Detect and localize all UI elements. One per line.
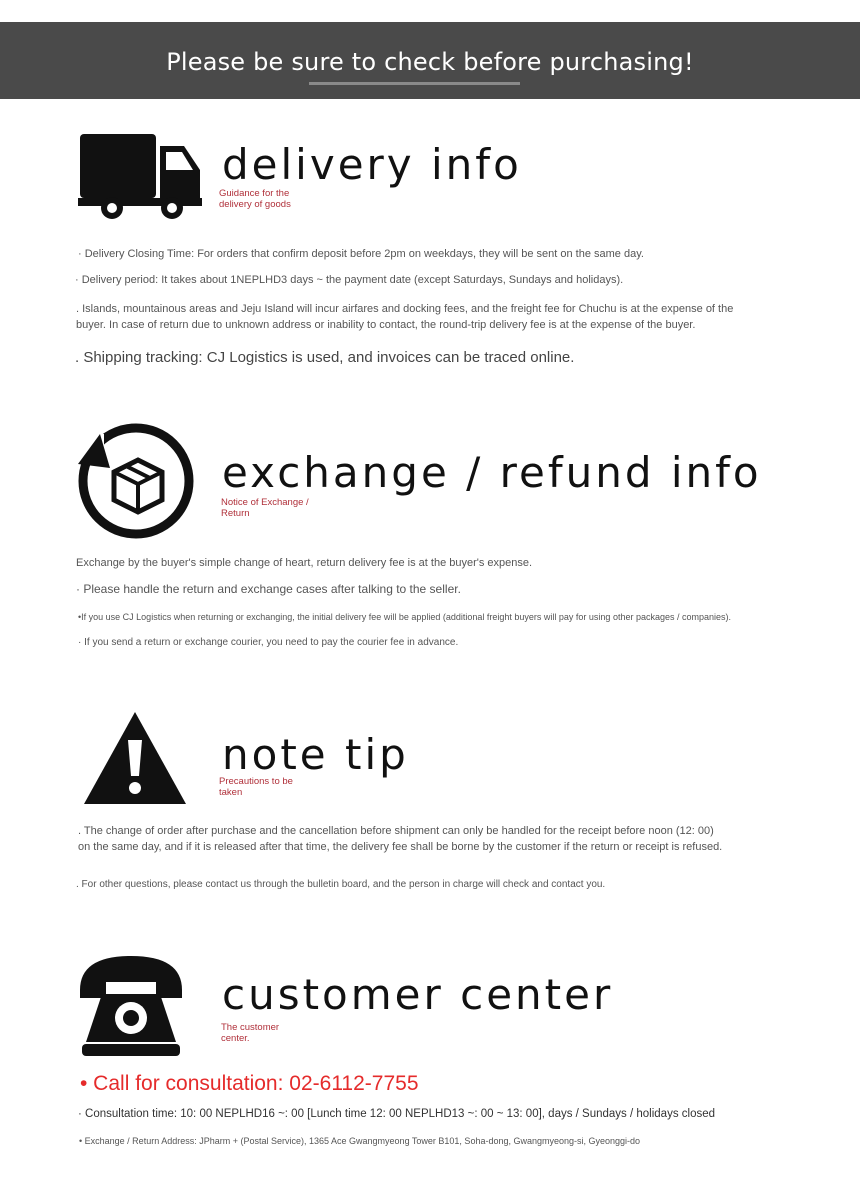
warning-icon (82, 710, 188, 806)
note-heading: note tip (222, 730, 409, 779)
consultation-phone[interactable]: • Call for consultation: 02-6112-7755 (80, 1072, 419, 1095)
banner-underline (309, 82, 520, 85)
exchange-line-4: · If you send a return or exchange courier, you need to pay the courier fee in advance. (78, 637, 459, 648)
truck-icon (76, 132, 204, 222)
top-banner (0, 22, 860, 99)
exchange-subtitle: Notice of Exchange / Return (221, 497, 309, 519)
exchange-line-3: •If you use CJ Logistics when returning or exchanging, the initial delivery fee will be applied (additional freight buyers will pay for using other packages / companies). (78, 612, 732, 622)
customer-heading: customer center (222, 970, 614, 1019)
note-line-2: . For other questions, please contact us through the bulletin board, and the person in charge will check and contact you. (76, 879, 606, 890)
note-subtitle: Precautions to be taken (219, 776, 293, 798)
delivery-line-3: . Islands, mountainous areas and Jeju Island will incur airfares and docking fees, and the freight fee for Chuchu is at the expense of the buyer. In case of return due to unknown address or inability to contact, the round-trip delivery fee is at the expense of the buyer. (76, 303, 734, 331)
exchange-line-2: · Please handle the return and exchange cases after talking to the seller. (76, 582, 461, 596)
delivery-line-1: · Delivery Closing Time: For orders that confirm deposit before 2pm on weekdays, they will be sent on the same day. (78, 248, 644, 260)
return-box-icon (76, 420, 198, 542)
customer-subtitle: The customer center. (221, 1022, 280, 1044)
exchange-line-1: Exchange by the buyer's simple change of heart, return delivery fee is at the buyer's expense. (76, 557, 533, 569)
customer-line-1: · Consultation time: 10: 00 NEPLHD16 ~: 00 [Lunch time 12: 00 NEPLHD13 ~: 00 ~ 13: 00], days / Sundays / holidays closed (78, 1108, 716, 1120)
delivery-line-2: · Delivery period: It takes about 1NEPLHD3 days ~ the payment date (except Saturdays, Sundays and holidays). (75, 274, 624, 286)
telephone-icon (76, 950, 186, 1060)
note-line-1: . The change of order after purchase and the cancellation before shipment can only be handled for the receipt before noon (12: 00) on the same day, and if it is released after that time, the delivery fee shall be borne by the customer if the return or receipt is refused. (78, 825, 723, 853)
delivery-subtitle: Guidance for the delivery of goods (219, 188, 291, 210)
exchange-heading: exchange / refund info (222, 448, 762, 497)
banner-title: Please be sure to check before purchasing! (166, 48, 694, 76)
delivery-heading: delivery info (222, 140, 522, 189)
delivery-line-4: . Shipping tracking: CJ Logistics is used, and invoices can be traced online. (75, 349, 575, 366)
customer-line-2: • Exchange / Return Address: JPharm + (Postal Service), 1365 Ace Gwangmyeong Tower B101, Soha-dong, Gwangmyeong-si, Gyeonggi-do (79, 1136, 641, 1146)
